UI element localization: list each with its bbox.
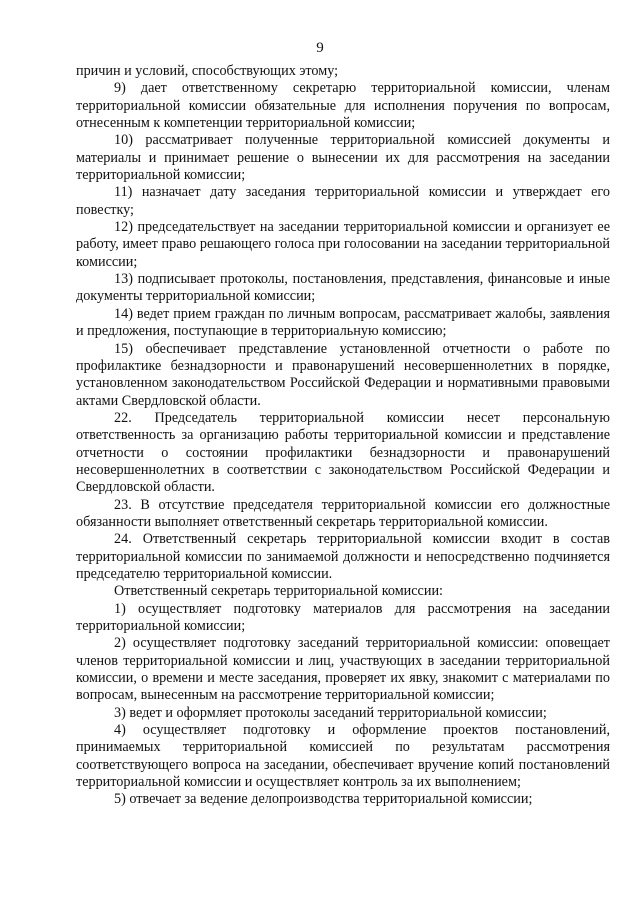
paragraph: 10) рассматривает полученные территориальной комиссией документы и материалы и принимает решение о вынесении их для рассмотрения на заседании территориальной комиссии; (76, 132, 610, 184)
paragraph: 1) осуществляет подготовку материалов для рассмотрения на заседании территориальной комиссии; (76, 600, 610, 634)
document-body (76, 63, 610, 809)
paragraph: 5) отвечает за ведение делопроизводства территориальной комиссии; (114, 791, 533, 808)
paragraph: Ответственный секретарь территориальной комиссии: (114, 583, 443, 600)
paragraph: 14) ведет прием граждан по личным вопросам, рассматривает жалобы, заявления и предложения, поступающие в территориальную комиссию; (76, 305, 610, 340)
paragraph: 4) осуществляет подготовку и оформление проектов постановлений, принимаемых территориальной комиссией по результатам рассмотрения соответствующего вопроса на заседании, обеспечивает вручение копий постановлений территориальной комиссии и осуществляет контроль за их выполнением; (76, 722, 610, 791)
paragraph: 2) осуществляет подготовку заседаний территориальной комиссии: оповещает членов территориальной комиссии и лиц, участвующих в заседании территориальной комиссии, о времени и месте заседания, проверяет их явку, знакомит с материалами по вопросам, вынесенным на рассмотрение территориальной комиссии; (76, 635, 610, 704)
paragraph: 9) дает ответственному секретарю территориальной комиссии, членам территориальной комиссии обязательные для исполнения поручения по вопросам, отнесенным к компетенции территориальной комиссии; (76, 80, 610, 132)
paragraph: 3) ведет и оформляет протоколы заседаний территориальной комиссии; (114, 704, 547, 721)
paragraph: 15) обеспечивает представление установленной отчетности о работе по профилактике безнадзорности и правонарушений несовершеннолетних в порядке, установленном законодательством Российской Федерации и нормативными правовыми актами Свердловской области. (76, 340, 610, 409)
paragraph: 13) подписывает протоколы, постановления, представления, финансовые и иные документы территориальной комиссии; (76, 271, 610, 305)
page-number: 9 (316, 40, 324, 56)
paragraph: 22. Председатель территориальной комиссии несет персональную ответственность за организацию работы территориальной комиссии и представление отчетности о состоянии профилактики безнадзорности и правонарушений несовершеннолетних в соответствии с законодательством Российской Федерации и Свердловской области. (76, 409, 610, 496)
paragraph: причин и условий, способствующих этому; (76, 63, 339, 79)
paragraph: 24. Ответственный секретарь территориальной комиссии входит в состав территориальной комиссии по занимаемой должности и непосредственно подчиняется председателю территориальной комиссии. (76, 531, 610, 582)
paragraph: 11) назначает дату заседания территориальной комиссии и утверждает его повестку; (76, 184, 610, 218)
paragraph: 12) председательствует на заседании территориальной комиссии и организует ее работу, имеет право решающего голоса при голосовании на заседании территориальной комиссии; (76, 219, 610, 270)
paragraph: 23. В отсутствие председателя территориальной комиссии его должностные обязанности выполняет ответственный секретарь территориальной комиссии. (76, 496, 610, 530)
